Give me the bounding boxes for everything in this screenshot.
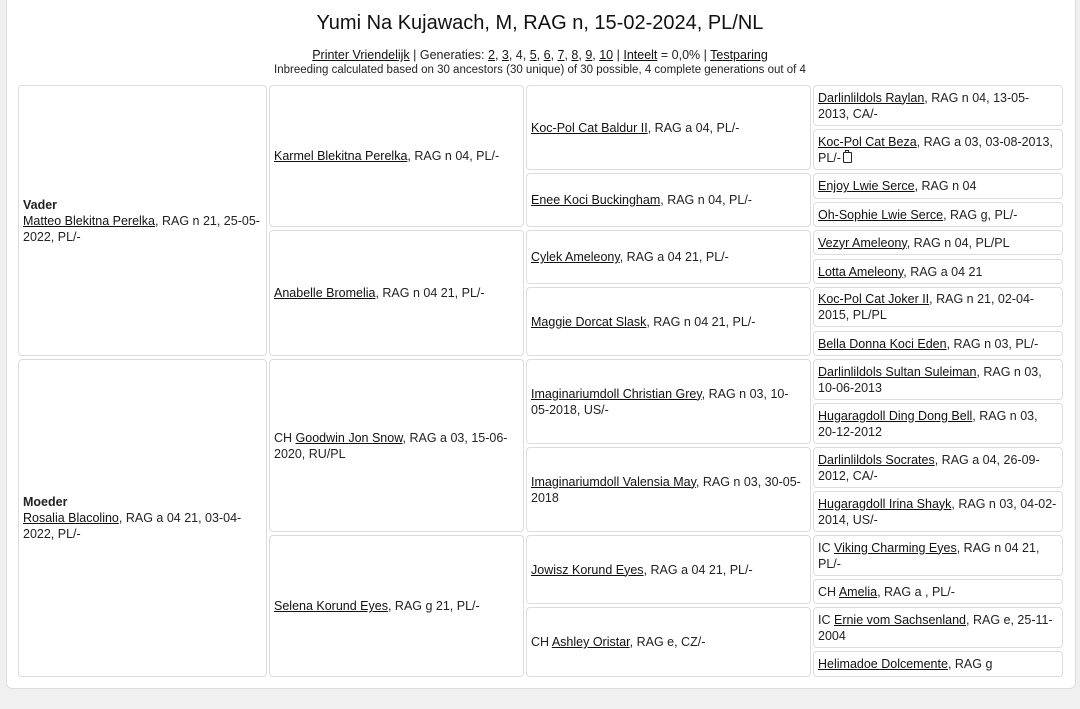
generation-link-6[interactable]: 6 bbox=[543, 48, 551, 62]
ancestor-name-link[interactable]: Helimadoe Dolcemente bbox=[818, 657, 948, 671]
ancestor-info: , RAG n 04, PL/- bbox=[660, 193, 752, 207]
printer-friendly-link[interactable]: Printer Vriendelijk bbox=[312, 48, 410, 62]
generation-link-7[interactable]: 7 bbox=[557, 48, 565, 62]
gen1-ancestor-cell bbox=[18, 85, 267, 356]
ancestor-name-link[interactable]: Ashley Oristar bbox=[551, 635, 630, 649]
generation-link-9[interactable]: 9 bbox=[585, 48, 593, 62]
ancestor-name-link[interactable]: Lotta Ameleony bbox=[818, 264, 904, 279]
inteelt-link[interactable]: Inteelt bbox=[623, 48, 658, 62]
ancestor-name-link[interactable]: Darlinlildols Sultan Suleiman bbox=[818, 364, 977, 379]
gen4-ancestor-cell bbox=[813, 287, 1063, 327]
ancestor-name-link[interactable]: Goodwin Jon Snow bbox=[295, 430, 403, 445]
gen4-ancestor-cell bbox=[813, 173, 1063, 199]
ancestor-info: , RAG n 04, PL/- bbox=[407, 149, 500, 163]
ancestor-name-link[interactable]: Imaginariumdoll Valensia May bbox=[531, 474, 696, 489]
gen1-ancestor-cell bbox=[18, 359, 267, 677]
gen2-ancestor-cell bbox=[269, 85, 524, 227]
ancestor-name-link[interactable]: Imaginariumdoll Christian Grey bbox=[531, 386, 702, 401]
ancestor-name-link[interactable]: Hugaragdoll Ding Dong Bell bbox=[818, 408, 973, 423]
ancestor-info: , RAG a , PL/- bbox=[877, 584, 955, 599]
generation-current: 4 bbox=[515, 48, 523, 62]
ancestor-name-link[interactable]: Ernie vom Sachsenland bbox=[833, 612, 967, 627]
ancestor-name-link[interactable]: Karmel Blekitna Perelka bbox=[274, 149, 408, 163]
ancestor-info: , RAG n 03, 30-05-2018 bbox=[531, 474, 801, 505]
gen4-ancestor-cell bbox=[813, 535, 1063, 576]
ancestor-info: , RAG a 04 21 bbox=[903, 264, 983, 279]
ancestor-name-link[interactable]: Rosalia Blacolino bbox=[23, 511, 119, 525]
ancestor-name-link[interactable]: Viking Charming Eyes bbox=[833, 540, 957, 555]
ancestor-name-link[interactable]: Darlinlildols Socrates bbox=[818, 452, 935, 467]
ancestor-info: , RAG a 04, 26-09-2012, CA/- bbox=[818, 452, 1040, 483]
ancestor-name-link[interactable]: Jowisz Korund Eyes bbox=[531, 562, 644, 577]
gen3-ancestor-cell bbox=[526, 607, 811, 677]
ancestor-name-link[interactable]: Darlinlildols Raylan bbox=[818, 90, 925, 105]
gen4-ancestor-cell bbox=[813, 651, 1063, 677]
gen4-ancestor-cell bbox=[813, 491, 1063, 532]
ancestor-info: , RAG n 21, 02-04-2015, PL/PL bbox=[818, 292, 1035, 322]
ancestor-info: , RAG g bbox=[947, 657, 993, 671]
ancestor-info: , RAG n 03, PL/- bbox=[946, 336, 1039, 351]
gen4-ancestor-cell bbox=[813, 259, 1063, 284]
gen4-ancestor-cell bbox=[813, 403, 1063, 444]
ancestor-name-link[interactable]: Koc-Pol Cat Baldur II bbox=[531, 120, 648, 135]
gen4-ancestor-cell bbox=[813, 579, 1063, 604]
gen4-ancestor-cell bbox=[813, 230, 1063, 255]
ancestor-info: , RAG g, PL/- bbox=[943, 207, 1018, 222]
parent-role-label: Vader bbox=[23, 197, 58, 212]
gen3-ancestor-cell bbox=[526, 287, 811, 356]
ancestor-info: , RAG a 04 21, PL/- bbox=[643, 562, 753, 577]
gen2-ancestor-cell bbox=[269, 535, 524, 677]
inteelt-value: = 0,0% | bbox=[657, 48, 711, 62]
ancestor-name-link[interactable]: Koc-Pol Cat Joker II bbox=[818, 292, 930, 306]
clipboard-icon[interactable] bbox=[843, 152, 852, 163]
gen3-ancestor-cell bbox=[526, 535, 811, 604]
ancestor-name-link[interactable]: Selena Korund Eyes bbox=[274, 599, 388, 613]
gen4-ancestor-cell bbox=[813, 85, 1063, 126]
parent-role-label: Moeder bbox=[23, 495, 68, 509]
ancestor-name-link[interactable]: Matteo Blekitna Perelka bbox=[23, 213, 156, 228]
ancestor-info: , RAG a 04, PL/- bbox=[647, 120, 740, 135]
toolbar: Printer Vriendelijk | Generaties: 2, 3, 4, 5, 6, 7, 8, 9, 10 | Inteelt = 0,0% | Testparing bbox=[312, 48, 768, 62]
gen3-ancestor-cell bbox=[526, 173, 811, 227]
ancestor-info: , RAG n 04 21, PL/- bbox=[375, 286, 485, 300]
ancestor-info: , RAG n 04, 13-05-2013, CA/- bbox=[818, 90, 1030, 121]
generation-link-2[interactable]: 2 bbox=[487, 48, 495, 62]
title-prefix: CH bbox=[274, 430, 296, 445]
ancestor-name-link[interactable]: Amelia bbox=[838, 584, 878, 599]
gen4-ancestor-cell bbox=[813, 129, 1063, 170]
gen3-ancestor-cell bbox=[526, 447, 811, 532]
gen4-ancestor-cell bbox=[813, 447, 1063, 488]
gen3-ancestor-cell bbox=[526, 85, 811, 170]
ancestor-info: , RAG n 04 bbox=[914, 179, 977, 193]
ancestor-name-link[interactable]: Hugaragdoll Irina Shayk bbox=[818, 496, 952, 511]
generation-link-5[interactable]: 5 bbox=[529, 48, 537, 62]
title-prefix: IC bbox=[818, 612, 834, 627]
gen3-ancestor-cell bbox=[526, 359, 811, 444]
ancestor-name-link[interactable]: Bella Donna Koci Eden bbox=[818, 336, 947, 351]
ancestor-info: , RAG e, 25-11-2004 bbox=[818, 612, 1053, 643]
gen3-ancestor-cell bbox=[526, 230, 811, 284]
generation-link-10[interactable]: 10 bbox=[599, 48, 614, 62]
ancestor-info: , RAG n 21, 25-05-2022, PL/- bbox=[23, 213, 260, 244]
gen2-ancestor-cell bbox=[269, 230, 524, 356]
inbreeding-note: Inbreeding calculated based on 30 ancestors (30 unique) of 30 possible, 4 complete generations out of 4 bbox=[274, 64, 806, 76]
ancestor-info: , RAG n 04 21, PL/- bbox=[646, 314, 756, 329]
ancestor-name-link[interactable]: Maggie Dorcat Slask bbox=[531, 314, 647, 329]
ancestor-info: , RAG a 04 21, PL/- bbox=[619, 250, 729, 264]
ancestor-name-link[interactable]: Enee Koci Buckingham bbox=[531, 193, 661, 207]
toolbar-separator: | bbox=[613, 48, 624, 62]
ancestor-name-link[interactable]: Enjoy Lwie Serce bbox=[818, 179, 915, 193]
ancestor-info: , RAG n 03, 20-12-2012 bbox=[818, 408, 1038, 439]
ancestor-info: , RAG a 03, 03-08-2013, PL/- bbox=[818, 134, 1053, 165]
ancestor-name-link[interactable]: Cylek Ameleony bbox=[531, 250, 620, 264]
title-prefix: CH bbox=[818, 584, 839, 599]
page-title: Yumi Na Kujawach, M, RAG n, 15-02-2024, PL/NL bbox=[316, 12, 764, 34]
ancestor-name-link[interactable]: Koc-Pol Cat Beza bbox=[818, 134, 917, 149]
ancestor-info: , RAG n 03, 10-05-2018, US/- bbox=[531, 386, 789, 417]
ancestor-info: , RAG n 03, 04-02-2014, US/- bbox=[818, 496, 1057, 527]
gen4-ancestor-cell bbox=[813, 607, 1063, 648]
toolbar-separator: | Generaties: bbox=[409, 48, 488, 62]
gen2-ancestor-cell bbox=[269, 359, 524, 532]
gen4-ancestor-cell bbox=[813, 202, 1063, 227]
testparing-link[interactable]: Testparing bbox=[710, 48, 768, 62]
gen4-ancestor-cell bbox=[813, 331, 1063, 356]
ancestor-name-link[interactable]: Oh-Sophie Lwie Serce bbox=[818, 207, 944, 222]
ancestor-info: , RAG a 04 21, 03-04-2022, PL/- bbox=[23, 511, 242, 541]
gen4-ancestor-cell bbox=[813, 359, 1063, 400]
generation-link-3[interactable]: 3 bbox=[501, 48, 509, 62]
title-prefix: IC bbox=[818, 540, 834, 555]
ancestor-name-link[interactable]: Vezyr Ameleony bbox=[818, 235, 907, 250]
ancestor-info: , RAG a 03, 15-06-2020, RU/PL bbox=[274, 430, 508, 461]
title-prefix: CH bbox=[531, 635, 552, 649]
ancestor-info: , RAG g 21, PL/- bbox=[387, 599, 480, 613]
ancestor-info: , RAG e, CZ/- bbox=[629, 635, 706, 649]
ancestor-info: , RAG n 03, 10-06-2013 bbox=[818, 364, 1042, 395]
ancestor-info: , RAG n 04 21, PL/- bbox=[818, 540, 1040, 571]
generation-link-8[interactable]: 8 bbox=[571, 48, 579, 62]
ancestor-info: , RAG n 04, PL/PL bbox=[906, 235, 1010, 250]
ancestor-name-link[interactable]: Anabelle Bromelia bbox=[274, 286, 376, 300]
